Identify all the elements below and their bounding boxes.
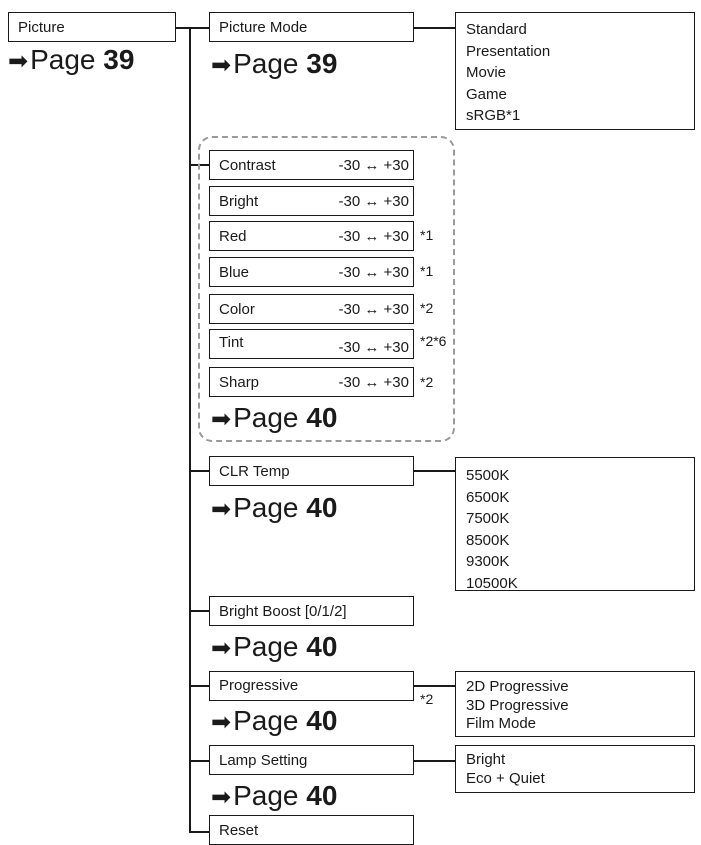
picture-label: Picture [18, 19, 65, 36]
option-item: Eco + Quiet [466, 769, 545, 787]
arrow-right-icon: ➡ [211, 52, 232, 79]
option-item: Game [466, 85, 507, 103]
bright-boost-box: Bright Boost [0/1/2] [209, 596, 414, 626]
picture-mode-label: Picture Mode [219, 19, 308, 36]
page-ref-progressive: ➡Page 40 [211, 705, 338, 736]
page-ref-clr-temp: ➡Page 40 [211, 492, 338, 523]
contrast-box: Contrast -30 ↔ +30 [209, 150, 414, 180]
connector-line [413, 760, 455, 762]
connector-line [189, 610, 209, 612]
option-item: 9300K [466, 553, 510, 570]
bright-box: Bright -30 ↔ +30 [209, 186, 414, 216]
clr-temp-box: CLR Temp [209, 456, 414, 486]
lamp-setting-options [455, 745, 695, 793]
clr-temp-options [455, 457, 695, 591]
arrow-right-icon: ➡ [211, 406, 232, 433]
lamp-setting-box: Lamp Setting [209, 745, 414, 775]
option-item: Standard [466, 21, 527, 38]
option-item: 8500K [466, 531, 510, 549]
arrow-right-icon: ➡ [8, 48, 29, 75]
option-item: Film Mode [466, 715, 537, 732]
footnote-mark: *2 [420, 374, 434, 390]
progressive-options [455, 671, 695, 737]
page-ref-picture: ➡Page 39 [8, 44, 135, 75]
option-item: 5500K [466, 467, 510, 484]
color-box: Color -30 ↔ +30 [209, 294, 414, 324]
arrow-right-icon: ➡ [211, 784, 232, 811]
tint-box: Tint -30 ↔ +30 [209, 329, 414, 359]
option-item: 2D Progressive [466, 678, 569, 695]
connector-line [413, 685, 455, 687]
footnote-mark: *2 [420, 691, 434, 707]
blue-box: Blue -30 ↔ +30 [209, 257, 414, 287]
arrow-right-icon: ➡ [211, 635, 232, 662]
connector-line [175, 27, 190, 29]
option-item: Movie [466, 64, 507, 81]
sharp-box: Sharp -30 ↔ +30 [209, 367, 414, 397]
footnote-mark: *1 [420, 227, 434, 243]
option-item: 3D Progressive [466, 696, 569, 714]
option-item: Bright [466, 751, 506, 768]
footnote-mark: *2*6 [420, 333, 447, 349]
option-item: 10500K [466, 574, 518, 592]
connector-line [189, 685, 209, 687]
arrow-right-icon: ➡ [211, 496, 232, 523]
footnote-mark: *1 [420, 263, 434, 279]
reset-box: Reset [209, 815, 414, 845]
option-item: Presentation [466, 42, 551, 60]
picture-mode-options [455, 12, 695, 130]
option-item: 7500K [466, 510, 510, 527]
connector-line [413, 470, 455, 472]
connector-line [189, 470, 209, 472]
connector-line [413, 27, 455, 29]
vertical-trunk [189, 27, 191, 832]
picture-menu-box [8, 12, 176, 42]
arrow-right-icon: ➡ [211, 709, 232, 736]
red-box: Red -30 ↔ +30 [209, 221, 414, 251]
page-ref-lamp-setting: ➡Page 40 [211, 780, 338, 811]
connector-line [189, 760, 209, 762]
page-ref-picture-mode: ➡Page 39 [211, 48, 338, 79]
picture-mode-box [209, 12, 414, 42]
page-ref-bright-boost: ➡Page 40 [211, 631, 338, 662]
connector-line [189, 27, 209, 29]
page-ref-adjustments: ➡Page 40 [211, 402, 338, 433]
connector-line [189, 831, 209, 833]
progressive-box: Progressive [209, 671, 414, 701]
footnote-mark: *2 [420, 300, 434, 316]
option-item: 6500K [466, 488, 510, 506]
option-item: sRGB*1 [466, 107, 521, 124]
